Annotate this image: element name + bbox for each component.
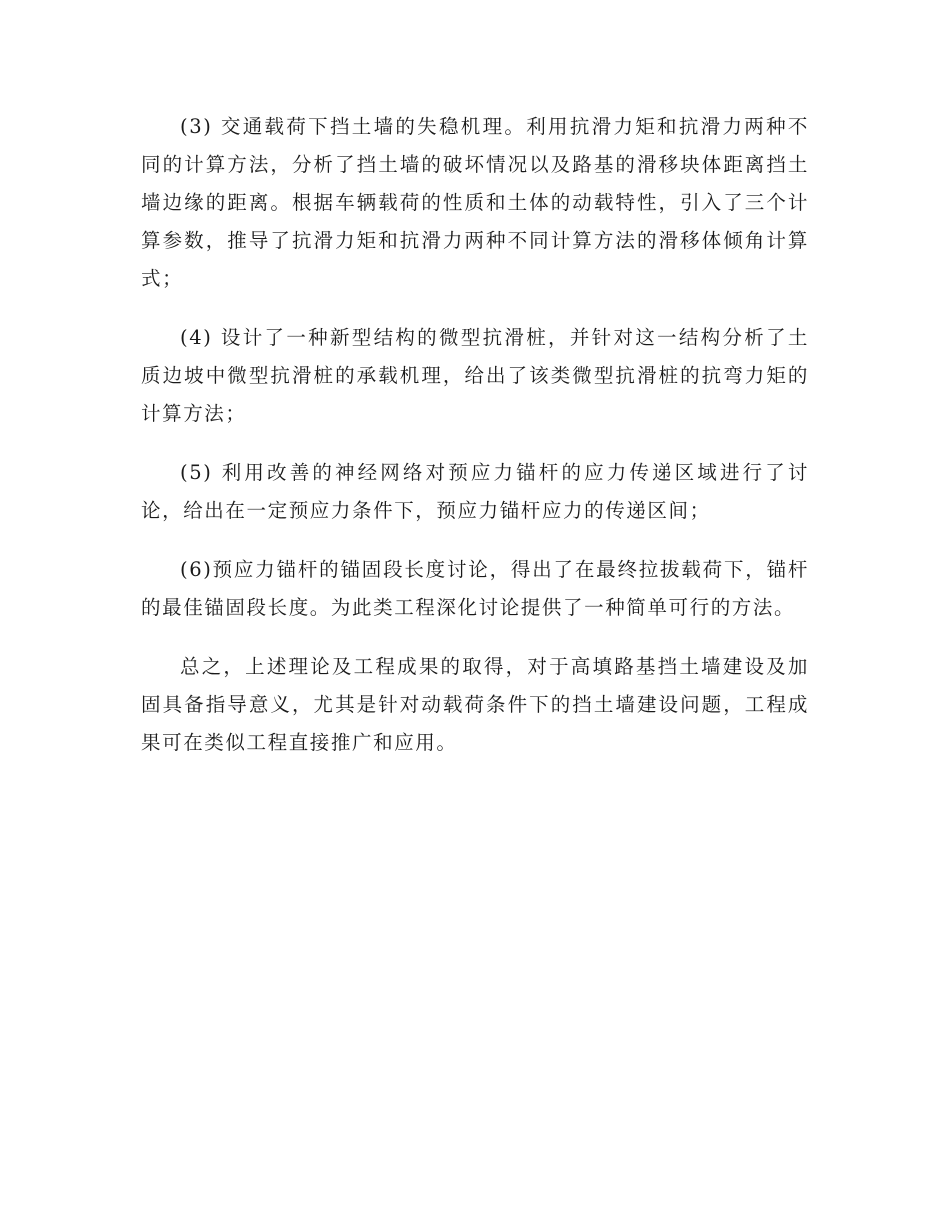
- paragraph-item-5: (5) 利用改善的神经网络对预应力锚杆的应力传递区域进行了讨论，给出在一定预应力条件下，预应力锚杆应力的传递区间；: [141, 461, 809, 522]
- paragraph-item-6: (6)预应力锚杆的锚固段长度讨论，得出了在最终拉拔载荷下，锚杆的最佳锚固段长度。为此类工程深化讨论提供了一种简单可行的方法。: [141, 558, 809, 619]
- document-body: [141, 108, 809, 783]
- paragraph-item-4: (4) 设计了一种新型结构的微型抗滑桩，并针对这一结构分析了土质边坡中微型抗滑桩的承载机理，给出了该类微型抗滑桩的抗弯力矩的计算方法；: [141, 326, 809, 425]
- paragraph-item-3: (3) 交通载荷下挡土墙的失稳机理。利用抗滑力矩和抗滑力两种不同的计算方法，分析了挡土墙的破坏情况以及路基的滑移块体距离挡土墙边缘的距离。根据车辆载荷的性质和土体的动载特性，引入了三个计算参数，推导了抗滑力矩和抗滑力两种不同计算方法的滑移体倾角计算式；: [141, 115, 809, 290]
- paragraph-summary: 总之，上述理论及工程成果的取得，对于高填路基挡土墙建设及加固具备指导意义，尤其是针对动载荷条件下的挡土墙建设问题，工程成果可在类似工程直接推广和应用。: [141, 655, 809, 754]
